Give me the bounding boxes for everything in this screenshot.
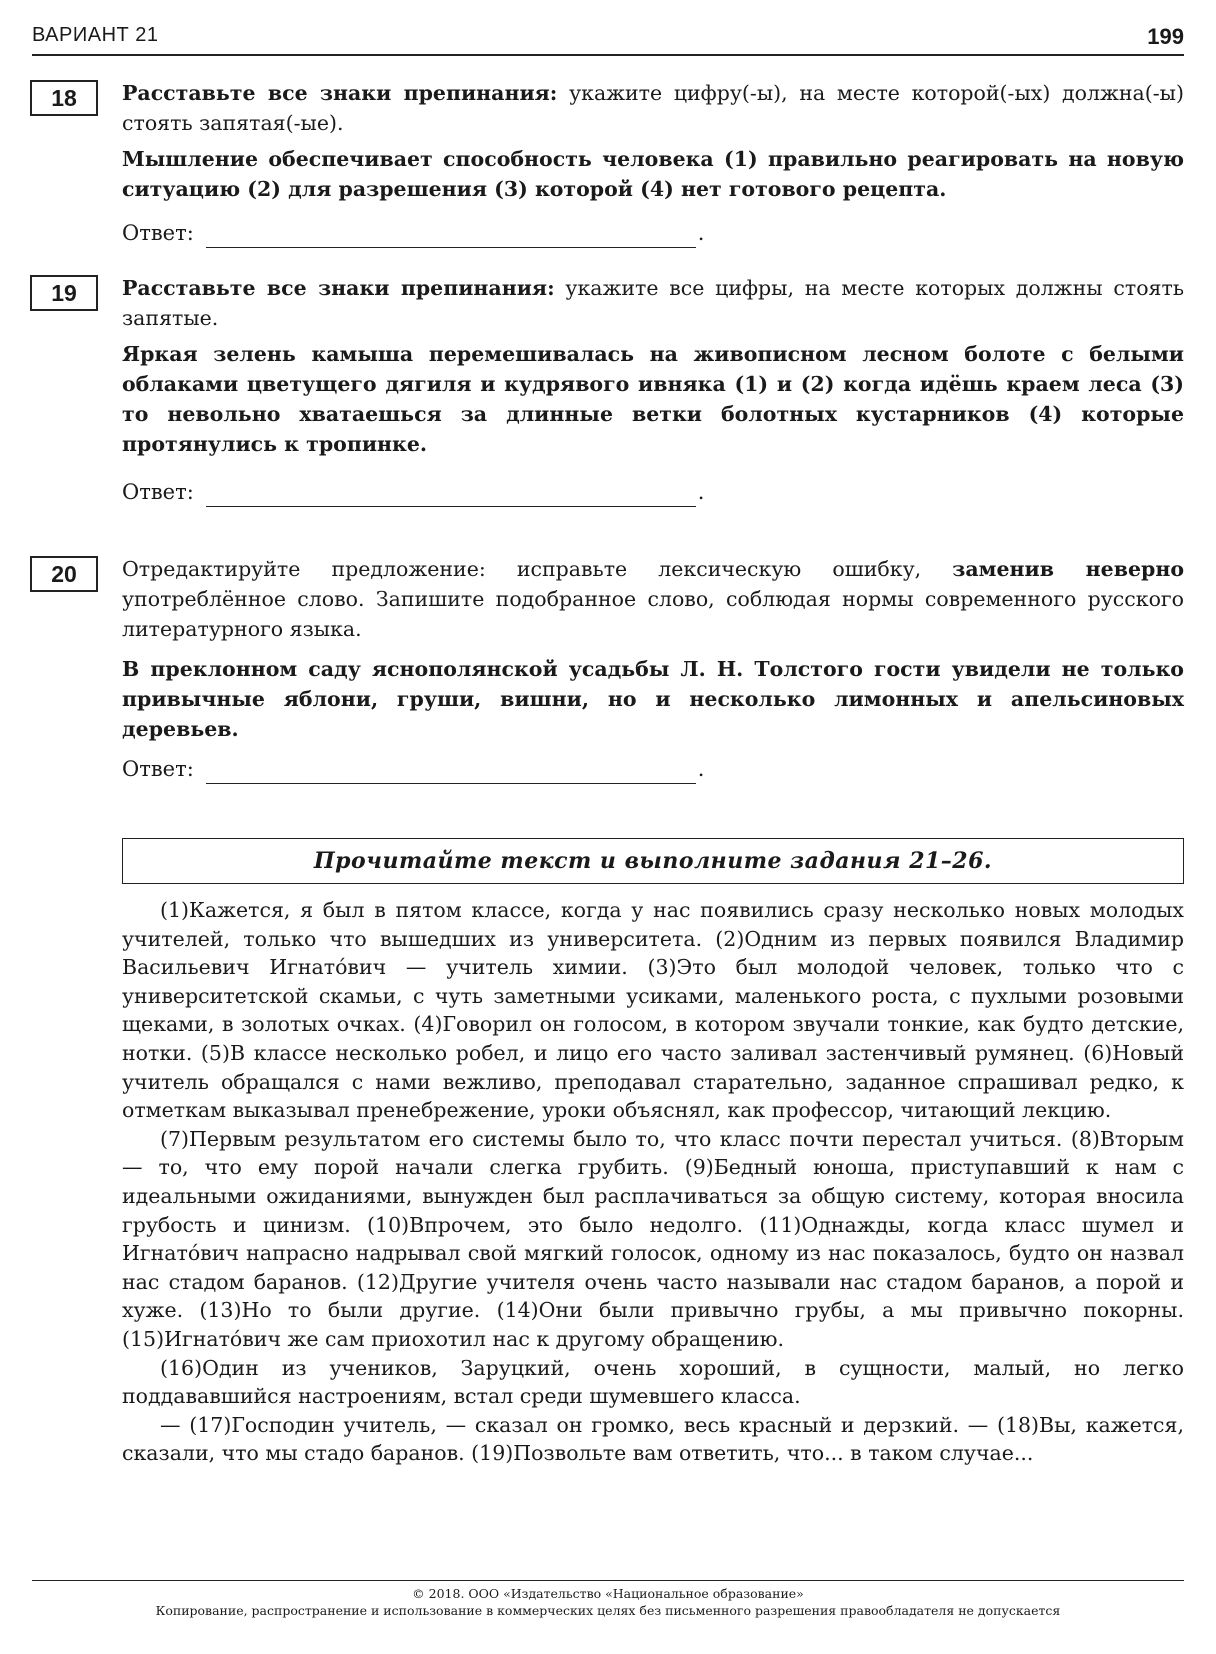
task-number: 20 (30, 556, 98, 592)
answer-row (122, 754, 1184, 784)
page-number: 199 (1147, 24, 1184, 49)
answer-label: Ответ: (122, 221, 194, 245)
task-number: 19 (30, 275, 98, 311)
instruction-text: укажите цифру(-ы), на месте которой(-ых) должна(-ы) стоять запятая(-ые). (122, 81, 1184, 135)
answer-period: . (697, 221, 705, 245)
copyright-line: © 2018. ООО «Издательство «Национальное образование» (412, 1586, 804, 1601)
task-20 (30, 554, 1184, 784)
copyright-notice: Копирование, распространение и использование в коммерческих целях без письменного разрешения правообладателя не допускается (155, 1603, 1061, 1618)
variant-title: ВАРИАНТ 21 (32, 24, 159, 46)
instruction-text: употреблённое слово. Запишите подобранное слово, соблюдая нормы современного русского литературного языка. (122, 587, 1184, 641)
task-instruction (122, 554, 1184, 644)
text-paragraph: (1)Кажется, я был в пятом классе, когда у нас появились сразу несколько новых молодых учителей, только что вышедших из университета. (2)Одним из первых появился Владимир Васильевич Игнато́вич — учитель химии. (3)Это был молодой человек, только что с университетской скамьи, с чуть заметными усиками, маленького роста, с пухлыми розовыми щеками, в золотых очках. (4)Говорил он голосом, в котором звучали тонкие, как будто детские, нотки. (5)В классе несколько робел, и лицо его часто заливал застенчивый румянец. (6)Новый учитель обращался с нами вежливо, преподавал старательно, заданное спрашивал редко, к отметкам выказывал пренебрежение, уроки объяснял, как профессор, читающий лекцию. (122, 898, 1184, 1123)
reading-text (122, 896, 1184, 1468)
instruction-bold: заменив неверно (952, 557, 1184, 581)
task-instruction (122, 78, 1184, 138)
instruction-text: укажите все цифры, на месте которых должны стоять запятые. (122, 276, 1184, 330)
text-paragraph: (16)Один из учеников, Заруцкий, очень хороший, в сущности, малый, но легко поддававшийся настроениям, встал среди шумевшего класса. (122, 1355, 1184, 1409)
instruction-bold: Расставьте все знаки препинания: (122, 276, 555, 300)
task-instruction (122, 273, 1184, 333)
task-number: 18 (30, 80, 98, 116)
task-sentence: В преклонном саду яснополянской усадьбы Л. Н. Толстого гости увидели не только привычные яблони, груши, вишни, но и несколько лимонных и апельсиновых деревьев. (122, 657, 1184, 741)
answer-line[interactable] (206, 225, 696, 248)
answer-period: . (697, 480, 705, 504)
task-body (122, 554, 1184, 784)
page-header (32, 22, 1184, 56)
task-19 (30, 273, 1184, 507)
answer-line[interactable] (206, 484, 696, 507)
answer-period: . (697, 757, 705, 781)
task-18 (30, 78, 1184, 248)
reading-instruction-box: Прочитайте текст и выполните задания 21–26. (122, 838, 1184, 884)
task-sentence: Мышление обеспечивает способность человека (1) правильно реагировать на новую ситуацию (2) для разрешения (3) которой (4) нет готового рецепта. (122, 147, 1184, 201)
text-paragraph: — (17)Господин учитель, — сказал он громко, весь красный и дерзкий. — (18)Вы, кажется, сказали, что мы стадо баранов. (19)Позвольте вам ответить, что... в таком случае... (122, 1412, 1184, 1466)
task-body (122, 273, 1184, 507)
answer-label: Ответ: (122, 480, 194, 504)
answer-label: Ответ: (122, 757, 194, 781)
answer-line[interactable] (206, 761, 696, 784)
page-footer (32, 1580, 1184, 1619)
task-sentence: Яркая зелень камыша перемешивалась на живописном лесном болоте с белыми облаками цветущего дягиля и кудрявого ивняка (1) и (2) когда идёшь краем леса (3) то невольно хватаешься за длинные ветки болотных кустарников (4) которые протянулись к тропинке. (122, 342, 1184, 456)
instruction-text-start: Отредактируйте предложение: исправьте лексическую ошибку, (122, 557, 953, 581)
answer-row (122, 218, 1184, 248)
text-paragraph: (7)Первым результатом его системы было то, что класс почти перестал учиться. (8)Вторым — то, что ему порой начали слегка грубить. (9)Бедный юноша, приступавший к нам с идеальными ожиданиями, вынужден был расплачиваться за общую систему, которая вносила грубость и цинизм. (10)Впрочем, это было недолго. (11)Однажды, когда класс шумел и Игнато́вич напрасно надрывал свой мягкий голосок, одному из нас показалось, будто он назвал нас стадом баранов. (12)Другие учителя очень часто называли нас стадом баранов, а порой и хуже. (13)Но то были другие. (14)Они были привычно грубы, а мы привычно покорны. (15)Игнато́вич же сам приохотил нас к другому обращению. (122, 1126, 1184, 1351)
answer-row (122, 477, 1184, 507)
task-body (122, 78, 1184, 248)
instruction-bold: Расставьте все знаки препинания: (122, 81, 558, 105)
